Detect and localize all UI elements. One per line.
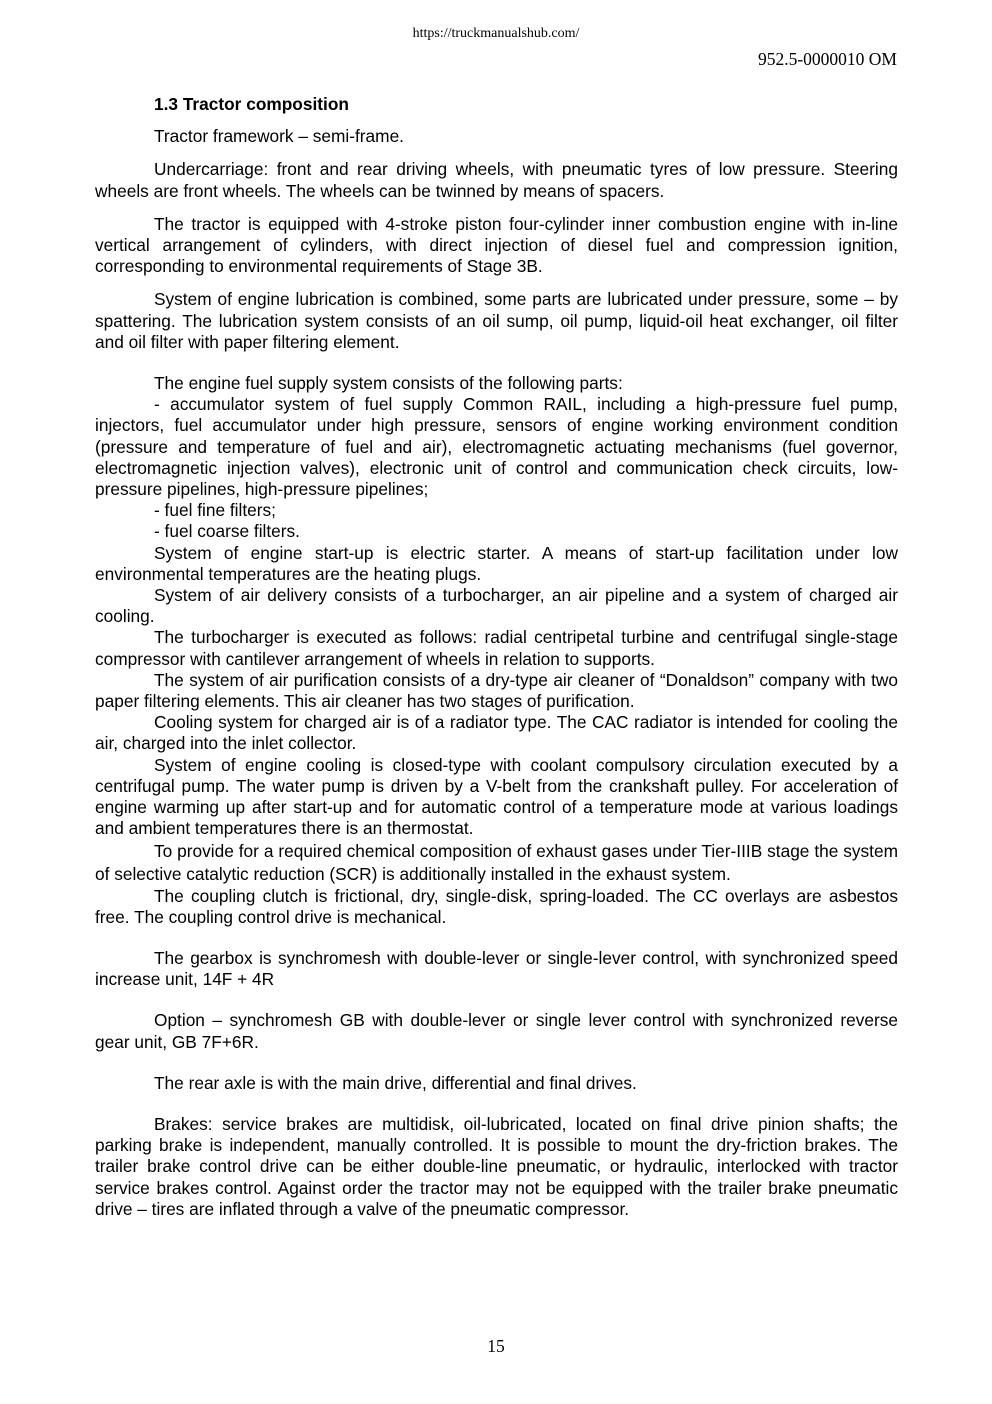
paragraph-gearbox: The gearbox is synchromesh with double-lever or single-lever control, with synchronized speed increase unit, 14F + 4R [95, 947, 898, 990]
paragraph-engine: The tractor is equipped with 4-stroke piston four-cylinder inner combustion engine with in-line vertical arrangement of cylinders, with direct injection of diesel fuel and compression ignition, corresponding to environmental requirements of Stage 3B. [95, 213, 898, 277]
page-number: 15 [487, 1336, 505, 1356]
paragraph-start-up: System of engine start-up is electric starter. A means of start-up facilitation under low environmental temperatures are the heating plugs. [95, 542, 898, 584]
paragraph-brakes: Brakes: service brakes are multidisk, oil-lubricated, located on final drive pinion shafts; the parking brake is independent, manually controlled. It is possible to mount the dry-friction brakes. The trailer brake control drive can be either double-line pneumatic, or hydraulic, interlocked with tractor service brakes control. Against order the tractor may not be equipped with the trailer brake pneumatic drive – tires are inflated through a valve of the pneumatic compressor. [95, 1113, 898, 1219]
paragraph-gearbox-option: Option – synchromesh GB with double-lever or single lever control with synchronized reverse gear unit, GB 7F+6R. [95, 1010, 898, 1052]
paragraph-air-delivery: System of air delivery consists of a turbocharger, an air pipeline and a system of charged air cooling. [95, 585, 898, 627]
list-item-coarse-filters: - fuel coarse filters. [154, 521, 300, 542]
paragraph-scr: To provide for a required chemical composition of exhaust gases under Tier-IIIB stage the system of selective catalytic reduction (SCR) is additionally installed in the exhaust system. [95, 840, 898, 884]
paragraph-lubrication: System of engine lubrication is combined, some parts are lubricated under pressure, some – by spattering. The lubrication system consists of an oil sump, oil pump, liquid-oil heat exchanger, oil filter and oil filter with paper filtering element. [95, 289, 898, 352]
source-url: https://truckmanualshub.com/ [412, 26, 580, 41]
section-title: 1.3 Tractor composition [154, 94, 349, 114]
paragraph-air-purification: The system of air purification consists of a dry-type air cleaner of “Donaldson” company with two paper filtering elements. This air cleaner has two stages of purification. [95, 669, 898, 712]
paragraph-framework: Tractor framework – semi-frame. [154, 126, 404, 147]
paragraph-undercarriage: Undercarriage: front and rear driving wheels, with pneumatic tyres of low pressure. Steering wheels are front wheels. The wheels can be twinned by means of spacers. [95, 159, 898, 201]
paragraph-charged-air-cooling: Cooling system for charged air is of a radiator type. The CAC radiator is intended for cooling the air, charged into the inlet collector. [95, 712, 898, 754]
document-number: 952.5-0000010 OM [757, 49, 897, 69]
paragraph-clutch: The coupling clutch is frictional, dry, single-disk, spring-loaded. The CC overlays are asbestos free. The coupling control drive is mechanical. [95, 885, 898, 927]
list-item-common-rail: - accumulator system of fuel supply Common RAIL, including a high-pressure fuel pump, injectors, fuel accumulator under high pressure, sensors of engine working environment condition (pressure and temperature of fuel and air), electromagnetic actuating mechanisms (fuel governor, electromagnetic injection valves), electronic unit of control and communication check circuits, low-pressure pipelines, high-pressure pipelines; [95, 394, 898, 500]
paragraph-turbocharger: The turbocharger is executed as follows: radial centripetal turbine and centrifugal single-stage compressor with cantilever arrangement of wheels in relation to supports. [95, 627, 898, 669]
paragraph-engine-cooling: System of engine cooling is closed-type with coolant compulsory circulation executed by a centrifugal pump. The water pump is driven by a V-belt from the crankshaft pulley. For acceleration of engine warming up after start-up and for automatic control of a temperature mode at various loadings and ambient temperatures there is an thermostat. [95, 754, 898, 839]
paragraph-fuel-supply-intro: The engine fuel supply system consists of the following parts: [154, 373, 623, 394]
section-body [95, 94, 898, 1220]
list-item-fine-filters: - fuel fine filters; [154, 500, 276, 521]
paragraph-rear-axle: The rear axle is with the main drive, differential and final drives. [154, 1072, 637, 1093]
